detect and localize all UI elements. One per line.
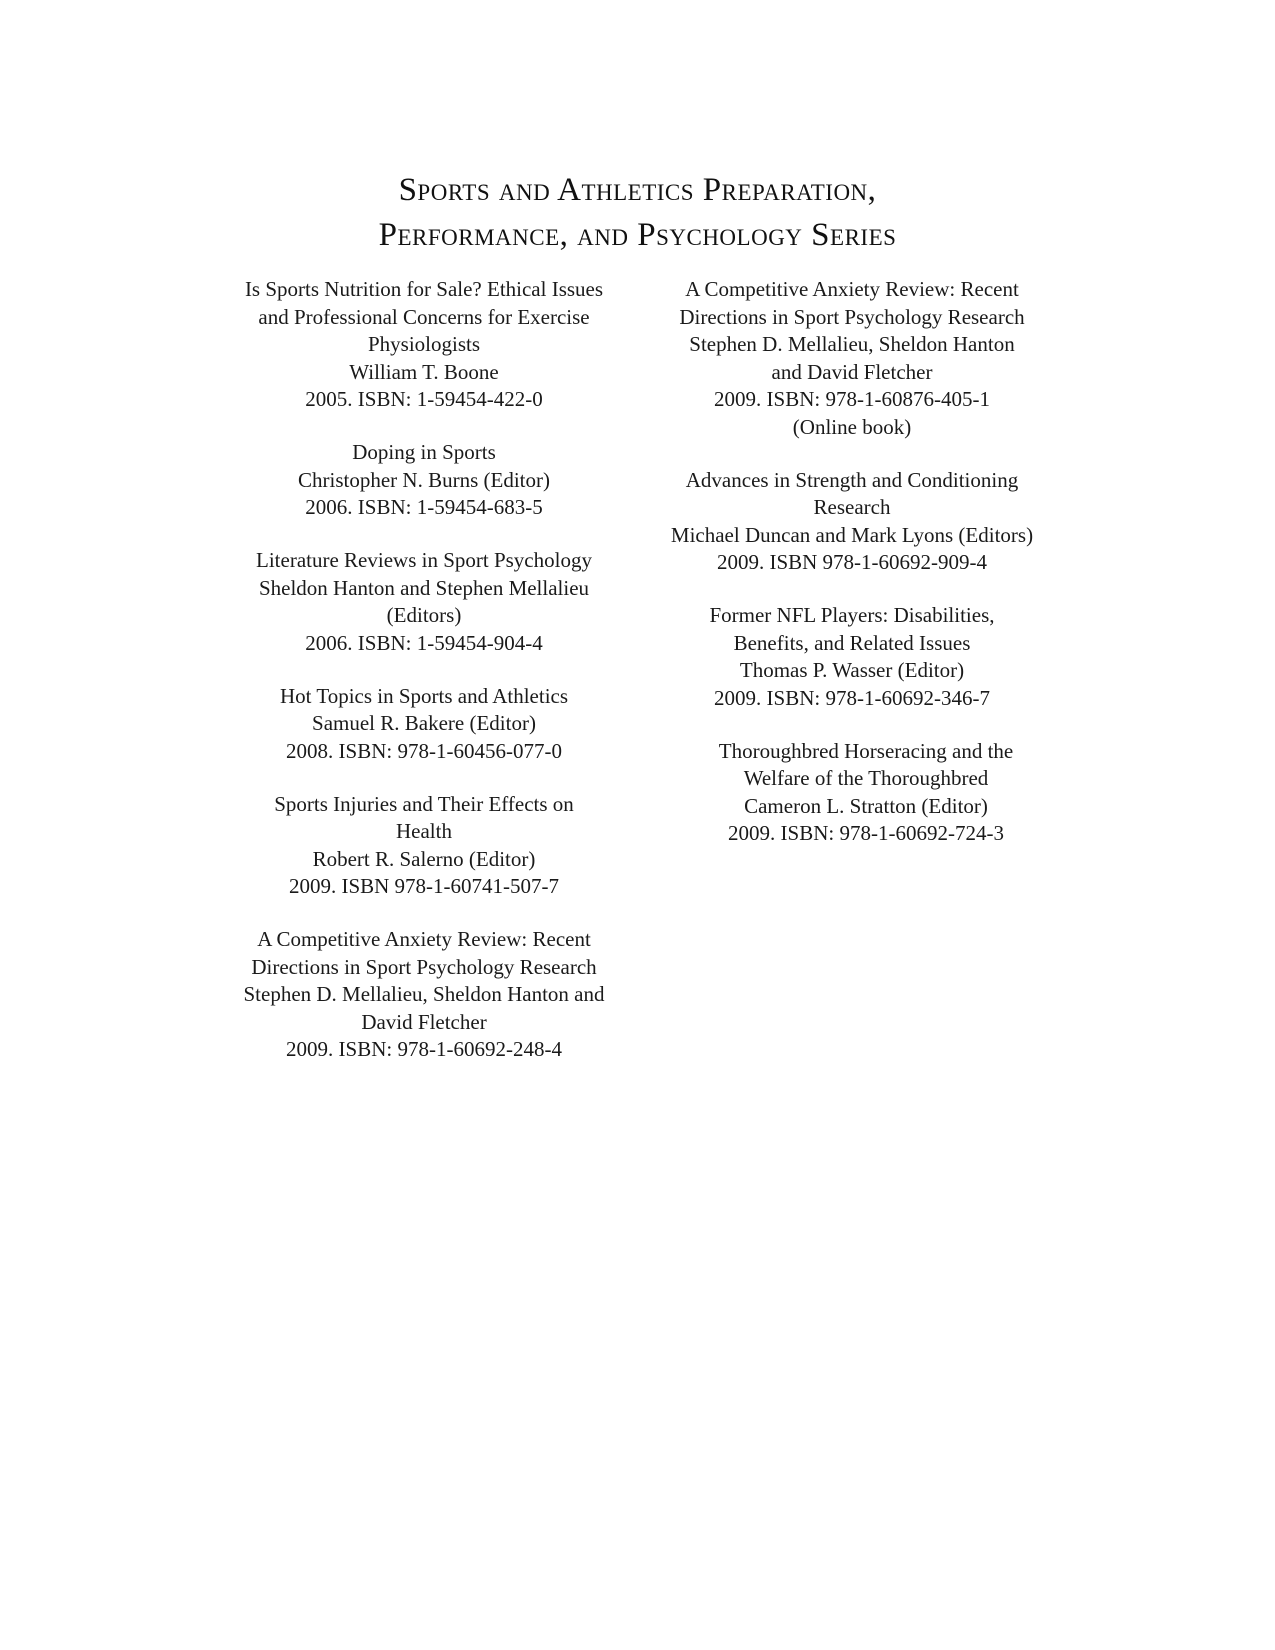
book-title-line: Research: [813, 495, 891, 519]
book-entry: [210, 439, 638, 522]
right-column: [642, 276, 1062, 873]
book-isbn: 2008. ISBN: 978-1-60456-077-0: [286, 738, 562, 763]
book-title-line: Welfare of the Thoroughbred: [743, 766, 989, 790]
book-author: William T. Boone: [349, 359, 499, 384]
book-isbn: 2009. ISBN 978-1-60692-909-4: [716, 550, 988, 574]
book-author: Thomas P. Wasser (Editor): [739, 658, 965, 682]
book-title-line: Directions in Sport Psychology Research: [679, 304, 1025, 329]
book-title-line: and Professional Concerns for Exercise: [258, 304, 590, 329]
book-title-line: Doping in Sports: [352, 440, 496, 464]
book-title-line: Physiologists: [367, 332, 481, 356]
book-title-line: A Competitive Anxiety Review: Recent: [257, 927, 591, 951]
book-title-line: Health: [396, 819, 452, 843]
book-author: Stephen D. Mellalieu, Sheldon Hanton and: [243, 982, 605, 1006]
book-entry: [210, 683, 638, 766]
book-isbn: 2006. ISBN: 1-59454-904-4: [305, 630, 543, 655]
page-title: [0, 168, 1275, 258]
book-isbn: 2009. ISBN: 978-1-60692-346-7: [714, 685, 990, 710]
page-title-line-2: Performance, and Psychology Series: [378, 217, 897, 253]
book-title-line: Sports Injuries and Their Effects on: [274, 791, 574, 816]
book-title-line: Directions in Sport Psychology Research: [251, 954, 597, 979]
book-title-line: Thoroughbred Horseracing and the: [718, 738, 1014, 763]
book-entry: [210, 547, 638, 657]
book-title-line: Former NFL Players: Disabilities,: [709, 603, 995, 627]
book-entry: [642, 602, 1062, 712]
book-isbn: 2006. ISBN: 1-59454-683-5: [305, 495, 543, 519]
book-author: Cameron L. Stratton (Editor): [744, 793, 988, 818]
page-title-line-1: Sports and Athletics Preparation,: [398, 172, 877, 208]
book-title-line: Is Sports Nutrition for Sale? Ethical Issues: [244, 277, 604, 301]
book-author: Christopher N. Burns (Editor): [298, 467, 550, 492]
book-author: Sheldon Hanton and Stephen Mellalieu: [258, 575, 590, 600]
book-author: Samuel R. Bakere (Editor): [312, 711, 536, 735]
book-author: Stephen D. Mellalieu, Sheldon Hanton: [689, 332, 1015, 356]
book-title-line: Advances in Strength and Conditioning: [685, 467, 1019, 492]
book-title-line: Literature Reviews in Sport Psychology: [256, 548, 592, 572]
book-entry: [642, 467, 1062, 577]
book-isbn: 2009. ISBN: 978-1-60876-405-1: [714, 387, 990, 411]
book-entry: [210, 791, 638, 901]
book-title-line: Hot Topics in Sports and Athletics: [279, 683, 569, 708]
book-entry: [642, 738, 1062, 848]
left-column: [210, 276, 638, 1089]
book-entry: [210, 276, 638, 414]
book-entry: [642, 276, 1062, 441]
book-isbn: 2009. ISBN: 978-1-60692-724-3: [728, 821, 1004, 845]
book-isbn: 2009. ISBN 978-1-60741-507-7: [288, 874, 560, 898]
book-title-line: Benefits, and Related Issues: [733, 630, 971, 655]
book-isbn: 2005. ISBN: 1-59454-422-0: [305, 387, 543, 411]
book-format-note: (Online book): [792, 414, 912, 439]
book-author: Michael Duncan and Mark Lyons (Editors): [670, 522, 1034, 547]
book-author: Robert R. Salerno (Editor): [312, 846, 536, 871]
book-isbn: 2009. ISBN: 978-1-60692-248-4: [286, 1037, 562, 1061]
book-author: David Fletcher: [361, 1009, 487, 1034]
book-author: (Editors): [386, 603, 462, 627]
book-title-line: A Competitive Anxiety Review: Recent: [685, 277, 1019, 301]
book-author: and David Fletcher: [771, 359, 933, 384]
book-entry: [210, 926, 638, 1064]
